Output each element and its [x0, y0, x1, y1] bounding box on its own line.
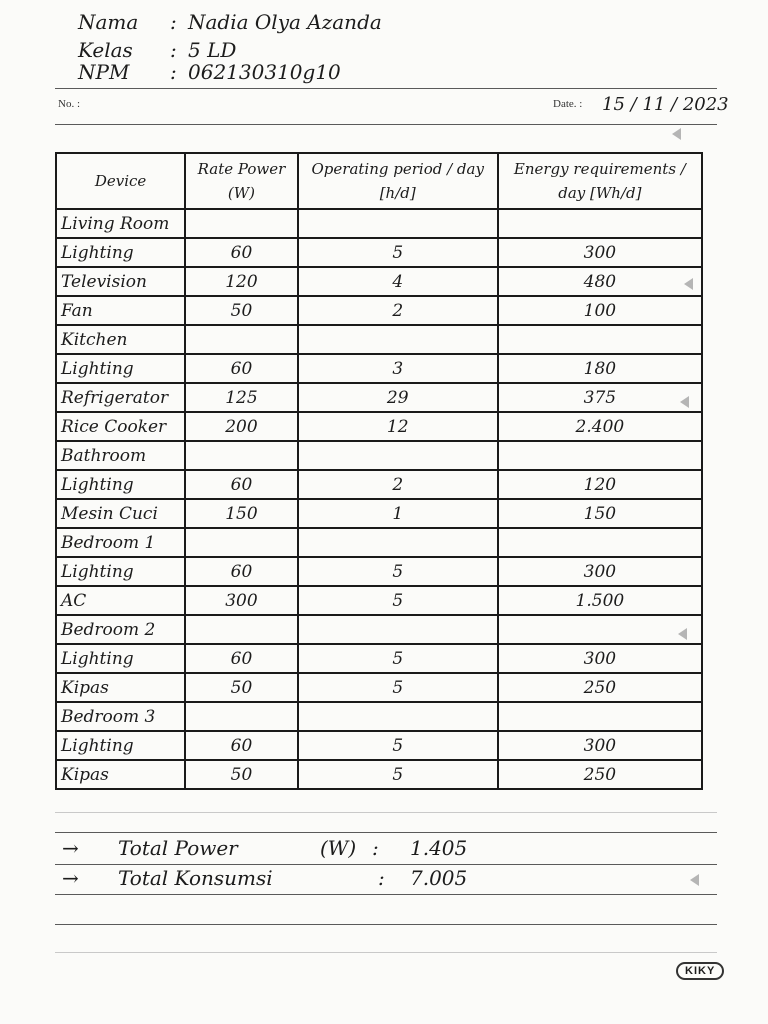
npm-value: 062130310g10 [188, 60, 341, 84]
energy-cell [498, 325, 702, 354]
ruled-line [55, 88, 717, 89]
power-cell: 300 [185, 586, 298, 615]
period-cell: 3 [298, 354, 498, 383]
total-consumption-value: 7.005 [410, 866, 468, 890]
device-cell: AC [56, 586, 185, 615]
energy-cell: 250 [498, 760, 702, 789]
device-cell: Kipas [56, 673, 185, 702]
device-cell: Fan [56, 296, 185, 325]
table-row [56, 267, 702, 296]
ruled-line [55, 952, 717, 953]
total-consumption-label: Total Konsumsi [118, 866, 273, 890]
col-rate-power: Rate Power (W) [185, 153, 298, 209]
device-cell: Lighting [56, 238, 185, 267]
separator: : [372, 836, 379, 860]
table-row [56, 296, 702, 325]
table-row [56, 644, 702, 673]
energy-cell [498, 528, 702, 557]
triangle-marker-icon [672, 128, 681, 140]
class-label: Kelas [78, 38, 133, 62]
device-cell: Mesin Cuci [56, 499, 185, 528]
power-cell [185, 441, 298, 470]
period-cell: 5 [298, 586, 498, 615]
power-cell [185, 615, 298, 644]
separator: : [170, 38, 177, 62]
table-row [56, 238, 702, 267]
ruled-line [55, 924, 717, 925]
energy-table [55, 152, 703, 790]
power-cell: 200 [185, 412, 298, 441]
period-cell [298, 702, 498, 731]
device-cell: Lighting [56, 354, 185, 383]
energy-cell [498, 209, 702, 238]
table-row [56, 412, 702, 441]
period-cell: 5 [298, 731, 498, 760]
total-power-unit: (W) [320, 836, 357, 860]
name-label: Nama [78, 10, 139, 34]
name-row [78, 10, 382, 34]
table-row [56, 441, 702, 470]
device-cell: Kipas [56, 760, 185, 789]
date-value: 15 / 11 / 2023 [602, 94, 729, 115]
npm-row [78, 60, 341, 84]
power-cell: 60 [185, 731, 298, 760]
room-cell: Bathroom [56, 441, 185, 470]
energy-cell: 300 [498, 557, 702, 586]
period-cell: 2 [298, 296, 498, 325]
period-cell: 4 [298, 267, 498, 296]
room-cell: Living Room [56, 209, 185, 238]
power-cell: 60 [185, 238, 298, 267]
period-cell: 29 [298, 383, 498, 412]
table-row [56, 528, 702, 557]
period-cell: 5 [298, 760, 498, 789]
ruled-line [55, 894, 717, 895]
device-cell: Lighting [56, 557, 185, 586]
brand-logo: KIKY [676, 962, 724, 980]
table-row [56, 325, 702, 354]
ruled-line [55, 864, 717, 865]
period-cell [298, 209, 498, 238]
energy-cell [498, 702, 702, 731]
table-row [56, 557, 702, 586]
separator: : [170, 10, 177, 34]
table-row [56, 615, 702, 644]
room-cell: Bedroom 3 [56, 702, 185, 731]
triangle-marker-icon [690, 874, 699, 886]
period-cell: 5 [298, 644, 498, 673]
energy-cell [498, 615, 702, 644]
power-cell: 60 [185, 354, 298, 383]
table-row [56, 354, 702, 383]
energy-cell: 180 [498, 354, 702, 383]
col-energy-requirements: Energy requirements / day [Wh/d] [498, 153, 702, 209]
power-cell: 125 [185, 383, 298, 412]
table-header-row [56, 153, 702, 209]
no-label: No. : [58, 98, 80, 110]
energy-cell: 375 [498, 383, 702, 412]
name-value: Nadia Olya Azanda [188, 10, 382, 34]
col-operating-period: Operating period / day [h/d] [298, 153, 498, 209]
power-cell: 50 [185, 760, 298, 789]
table-row [56, 760, 702, 789]
energy-cell [498, 441, 702, 470]
device-cell: Lighting [56, 470, 185, 499]
power-cell: 60 [185, 470, 298, 499]
energy-cell: 300 [498, 238, 702, 267]
table-row [56, 731, 702, 760]
device-cell: Television [56, 267, 185, 296]
total-power-value: 1.405 [410, 836, 468, 860]
col-device: Device [56, 153, 185, 209]
energy-cell: 250 [498, 673, 702, 702]
power-cell [185, 325, 298, 354]
arrow-icon: → [62, 866, 79, 890]
power-cell: 120 [185, 267, 298, 296]
room-cell: Kitchen [56, 325, 185, 354]
power-cell: 50 [185, 296, 298, 325]
energy-cell: 120 [498, 470, 702, 499]
power-cell: 150 [185, 499, 298, 528]
table-row [56, 673, 702, 702]
device-cell: Rice Cooker [56, 412, 185, 441]
device-cell: Lighting [56, 644, 185, 673]
table-row [56, 470, 702, 499]
room-cell: Bedroom 2 [56, 615, 185, 644]
class-row [78, 38, 236, 62]
period-cell [298, 615, 498, 644]
table-row [56, 499, 702, 528]
energy-cell: 150 [498, 499, 702, 528]
class-value: 5 LD [188, 38, 237, 62]
device-cell: Lighting [56, 731, 185, 760]
ruled-line [55, 812, 717, 813]
period-cell: 2 [298, 470, 498, 499]
period-cell [298, 325, 498, 354]
period-cell: 5 [298, 238, 498, 267]
table-row [56, 586, 702, 615]
energy-cell: 1.500 [498, 586, 702, 615]
ruled-line [55, 124, 717, 125]
energy-cell: 300 [498, 731, 702, 760]
power-cell [185, 528, 298, 557]
power-cell: 60 [185, 644, 298, 673]
energy-cell: 100 [498, 296, 702, 325]
power-cell: 50 [185, 673, 298, 702]
date-label: Date. : [553, 98, 583, 110]
energy-cell: 300 [498, 644, 702, 673]
arrow-icon: → [62, 836, 79, 860]
period-cell: 5 [298, 557, 498, 586]
device-cell: Refrigerator [56, 383, 185, 412]
table-row [56, 383, 702, 412]
ruled-line [55, 832, 717, 833]
period-cell [298, 528, 498, 557]
total-power-label: Total Power [118, 836, 238, 860]
room-cell: Bedroom 1 [56, 528, 185, 557]
power-cell: 60 [185, 557, 298, 586]
energy-cell: 2.400 [498, 412, 702, 441]
energy-cell: 480 [498, 267, 702, 296]
separator: : [378, 866, 385, 890]
period-cell: 1 [298, 499, 498, 528]
period-cell: 5 [298, 673, 498, 702]
table-row [56, 702, 702, 731]
period-cell: 12 [298, 412, 498, 441]
npm-label: NPM [78, 60, 130, 84]
period-cell [298, 441, 498, 470]
power-cell [185, 702, 298, 731]
table-row [56, 209, 702, 238]
separator: : [170, 60, 177, 84]
power-cell [185, 209, 298, 238]
